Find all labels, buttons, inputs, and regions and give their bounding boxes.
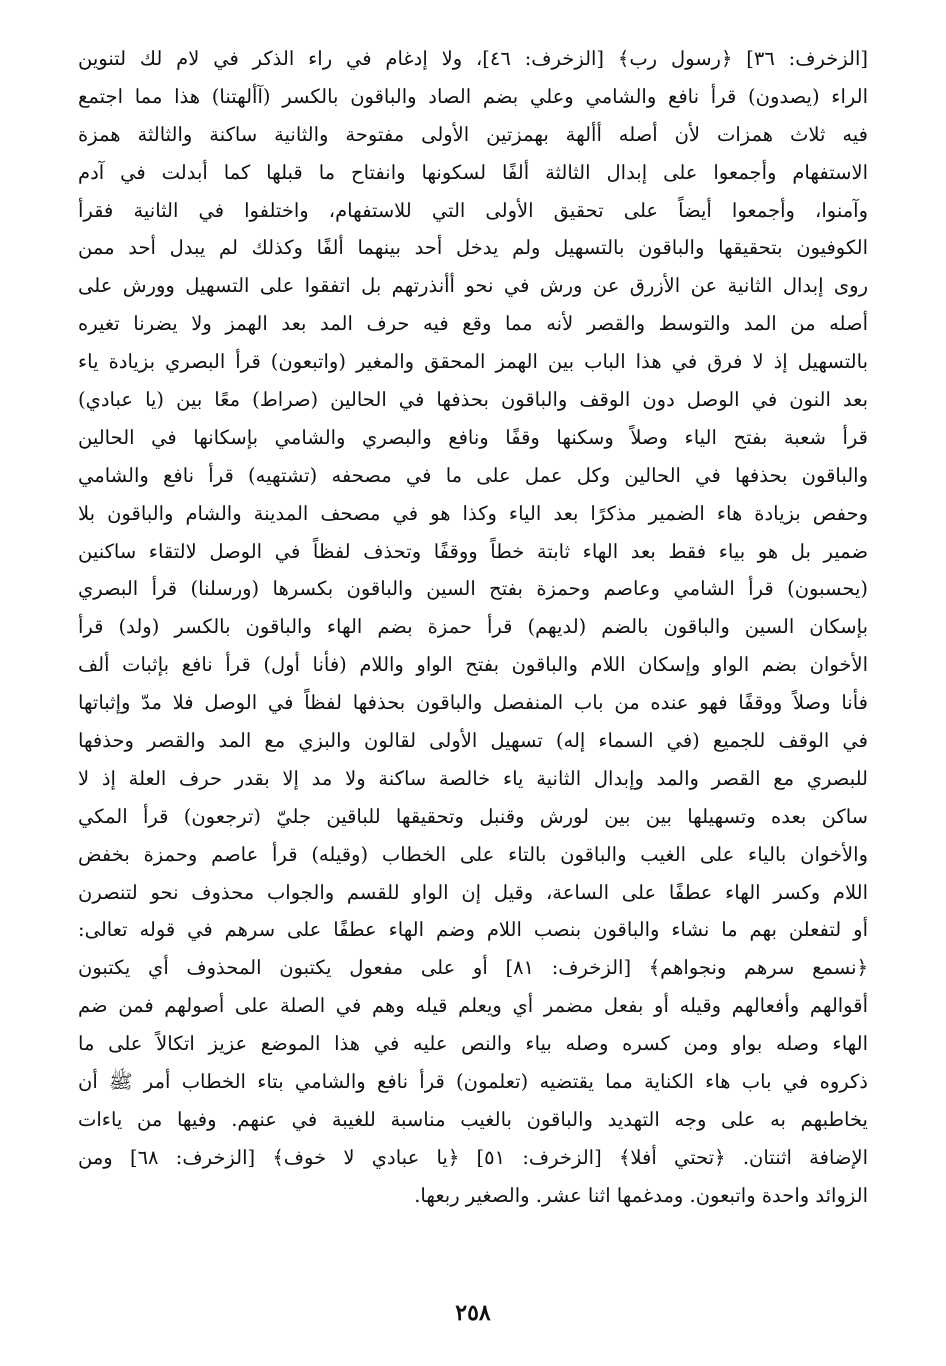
text-line: الاستفهام وأجمعوا على إبدال الثالثة ألفًا لسكونها وانفتاح ما قبلها كما أبدلت في آدم [78, 160, 868, 184]
text-line: ﴿نسمع سرهم ونجواهم﴾ [الزخرف: ٨١] أو على مفعول يكتبون المحذوف أي يكتبون [78, 956, 868, 980]
text-line: بإسكان السين والباقون بالضم (لديهم) قرأ حمزة بضم الهاء والباقون بالكسر (ولد) قرأ [78, 615, 868, 639]
text-line: بالتسهيل إذ لا فرق في هذا الباب بين الهمز المحقق والمغير (واتبعون) قرأ البصري بزيادة ياء [78, 350, 868, 374]
text-line: فيه ثلاث همزات لأن أصله أألهة بهمزتين الأولى مفتوحة والثانية ساكنة والثالثة همزة [78, 122, 868, 146]
text-line: والباقون بحذفها في الحالين وكل عمل على ما في مصحفه (تشتهيه) قرأ نافع والشامي [78, 463, 868, 487]
text-line: (يحسبون) قرأ الشامي وعاصم وحمزة بفتح السين والباقون بكسرها (ورسلنا) قرأ البصري [78, 577, 868, 601]
text-line: للبصري مع القصر والمد وإبدال الثانية ياء خالصة ساكنة ولا مد إلا بقدر حرف العلة إذ لا [78, 766, 868, 790]
text-line: قرأ شعبة بفتح الياء وصلاً وسكنها وقفًا ونافع والبصري والشامي بإسكانها في الحالين [78, 425, 868, 449]
text-line: فأنا وصلاً ووقفًا فهو عنده من باب المنفصل والباقون بحذفها لفظاً في الوصل فلا مدّ وإثباتها [78, 691, 868, 715]
text-line: الزوائد واحدة واتبعون. ومدغمها اثنا عشر. والصغير ربعها. [414, 1183, 868, 1207]
text-line: الأخوان بضم الواو وإسكان اللام والباقون بفتح الواو واللام (فأنا أول) قرأ نافع بإثبات ألف [78, 653, 868, 677]
text-line: الإضافة اثنتان. ﴿تحتي أفلا﴾ [الزخرف: ٥١] ﴿يا عبادي لا خوف﴾ [الزخرف: ٦٨] ومن [78, 1145, 868, 1169]
text-line: روى إبدال الثانية عن الأزرق عن ورش في نحو أأنذرتهم بل اتفقوا على التسهيل وورش على [78, 274, 868, 298]
text-line: ذكروه في باب هاء الكناية مما يقتضيه (تعلمون) قرأ نافع والشامي بتاء الخطاب أمر ﷺ أن [78, 1070, 868, 1094]
text-line: اللام وكسر الهاء عطفًا على الساعة، وقيل إن الواو للقسم والجواب محذوف نحو لتنصرن [78, 880, 868, 904]
text-line: يخاطبهم به على وجه التهديد والباقون بالغيب مناسبة للغيبة في عنهم. وفيها من ياءات [78, 1107, 868, 1131]
text-line: الراء (يصدون) قرأ نافع والشامي وعلي بضم الصاد والباقون بالكسر (آألهتنا) هذا مما اجتمع [78, 84, 868, 108]
text-line: [الزخرف: ٣٦] ﴿رسول رب﴾ [الزخرف: ٤٦]، ولا إدغام في راء الذكر في لام لك لتنوين [78, 47, 868, 70]
body-text [78, 40, 868, 1215]
text-line: أقوالهم وأفعالهم وقيله أو بفعل مضمر أي ويعلم قيله وهم في الصلة على أصولهم فمن ضم [78, 994, 868, 1018]
page-number: ٢٥٨ [455, 1300, 491, 1326]
text-line: الكوفيون بتحقيقها والباقون بالتسهيل ولم يدخل أحد بينهما ألفًا وكذلك لم يبدل أحد ممن [78, 236, 868, 260]
text-line: الهاء وصله بواو ومن كسره وصله بياء والنص عليه في هذا الموضع عزيز اتكالاً على ما [78, 1032, 868, 1056]
text-line: في الوقف للجميع (في السماء إله) تسهيل الأولى لقالون والبزي مع المد والقصر وحذفها [78, 729, 868, 753]
text-line: أو لتفعلن بهم ما نشاء والباقون بنصب اللام وضم الهاء عطفًا على سرهم في قوله تعالى: [78, 918, 868, 942]
text-line: والأخوان بالياء على الغيب والباقون بالتاء على الخطاب (وقيله) قرأ عاصم وحمزة بخفض [78, 842, 868, 866]
text-line: بعد النون في الوصل دون الوقف والباقون بحذفها في الحالين (صراط) معًا بين (يا عبادي) [78, 388, 868, 412]
text-line: ضمير بل هو بياء فقط بعد الهاء ثابتة خطاً ووقفًا وتحذف لفظاً في الوصل لالتقاء ساكنين [78, 539, 868, 563]
text-line: ساكن بعده وتسهيلها بين بين لورش وقنبل وتحقيقها للباقين جليّ (ترجعون) قرأ المكي [78, 804, 868, 828]
text-line: أصله من المد والتوسط والقصر لأنه مما وقع فيه حرف المد بعد الهمز ولا يضرنا تغيره [78, 312, 868, 336]
text-line: وحفص بزيادة هاء الضمير مذكرًا بعد الياء وكذا هو في مصحف المدينة والشام والباقون بلا [78, 501, 868, 525]
text-line: وآمنوا، وأجمعوا أيضاً على تحقيق الأولى التي للاستفهام، واختلفوا في الثانية فقرأ [78, 198, 868, 222]
